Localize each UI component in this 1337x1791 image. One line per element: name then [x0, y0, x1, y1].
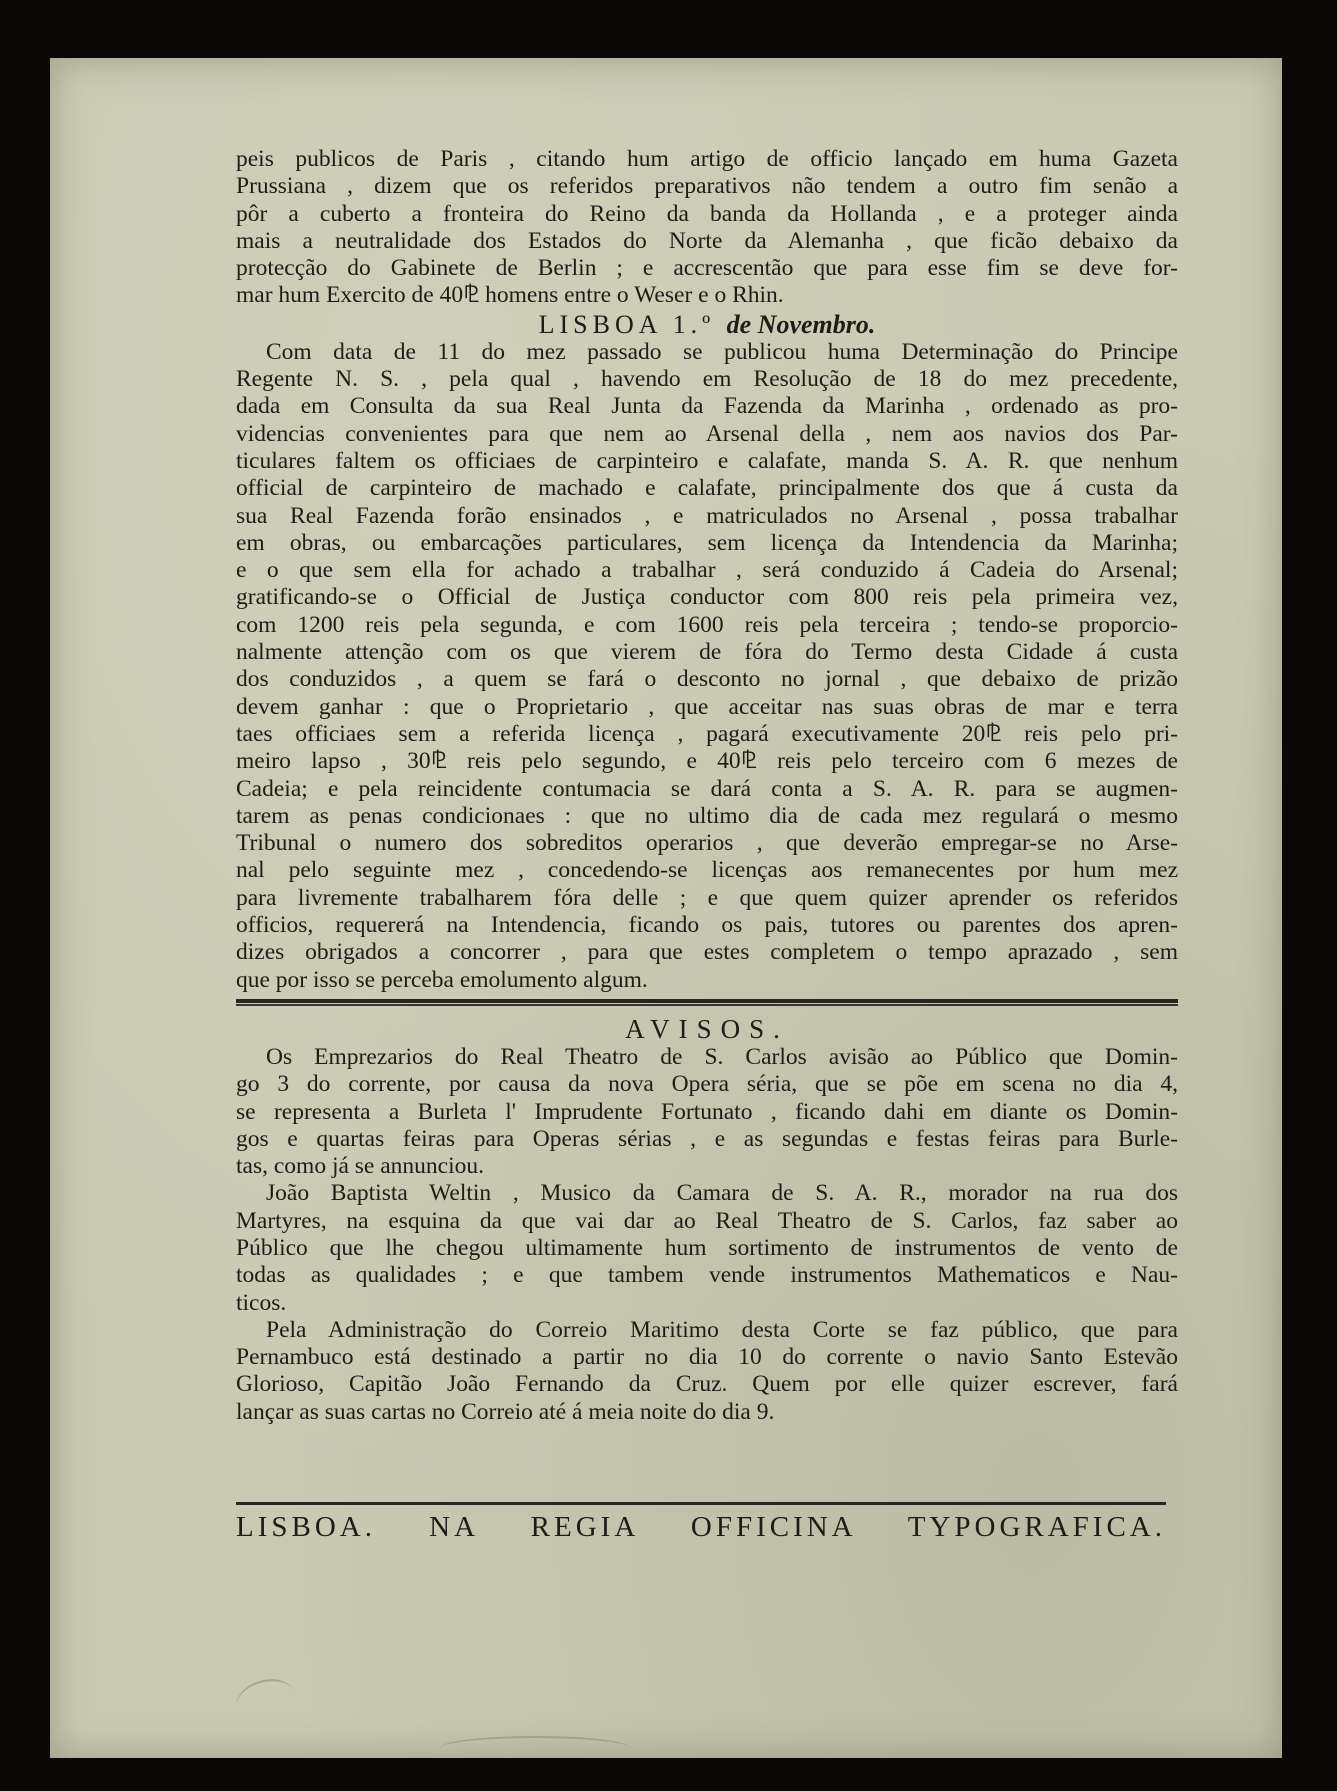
text-line: se representa a Burleta l' Imprudente Fortunato , ficando dahi em diante os Domin- [236, 1098, 1178, 1125]
text-line: tas, como já se annunciou. [236, 1153, 484, 1180]
imprint: LISBOA. NA REGIA OFFICINA TYPOGRAFICA. [236, 1511, 1166, 1543]
text-line: dada em Consulta da sua Real Junta da Fazenda da Marinha , ordenado as pro- [236, 393, 1178, 420]
text-line: Pernambuco está destinado a partir no dia 10 do corrente o navio Santo Estevão [236, 1344, 1178, 1371]
text-line: sua Real Fazenda forão ensinados , e matriculados no Arsenal , possa trabalhar [236, 502, 1178, 529]
text-line: Glorioso, Capitão João Fernando da Cruz. Quem por elle quizer escrever, fará [236, 1371, 1178, 1398]
text-line: gratificando-se o Official de Justiça conductor com 800 reis pela primeira vez, [236, 584, 1178, 611]
text-line: peis publicos de Paris , citando hum artigo de officio lançado em huma Gazeta [236, 146, 1178, 172]
text-line: protecção do Gabinete de Berlin ; e accrescentão que para esse fim se deve for- [236, 255, 1178, 282]
dateline-place: LISBOA 1.º [538, 309, 716, 339]
text-line: Cadeia; e pela reincidente contumacia se dará conta a S. A. R. para se augmen- [236, 775, 1178, 802]
text-line: official de carpinteiro de machado e calafate, principalmente dos que á custa da [236, 475, 1178, 502]
text-line: que por isso se perceba emolumento algum. [236, 966, 648, 993]
text-line: taes officiaes sem a referida licença , pagará executivamente 20⅊ reis pelo pri- [236, 720, 1178, 747]
text-line: Público que lhe chegou ultimamente hum sortimento de instrumentos de vento de [236, 1234, 1178, 1261]
text-line: Pela Administração do Correio Maritimo desta Corte se faz público, que para [266, 1316, 1178, 1343]
text-line: ticos. [236, 1289, 287, 1316]
text-line: nalmente attenção com os que vierem de fóra do Termo desta Cidade á custa [236, 639, 1178, 666]
text-line: todas as qualidades ; e que tambem vende instrumentos Mathematicos e Nau- [236, 1262, 1178, 1289]
text-line: e o que sem ella for achado a trabalhar , será conduzido á Cadeia do Arsenal; [236, 557, 1178, 584]
text-line: nal pelo seguinte mez , concedendo-se licenças aos remanecentes por hum mez [236, 857, 1178, 884]
text-line: dos conduzidos , a quem se fará o desconto no jornal , que debaixo de prizão [236, 666, 1178, 693]
text-line: dizes obrigados a concorrer , para que estes completem o tempo aprazado , sem [236, 939, 1178, 966]
paper-stain [440, 1736, 630, 1760]
article-top [236, 146, 1178, 1426]
text-line: lançar as suas cartas no Correio até á meia noite do dia 9. [236, 1398, 775, 1425]
section-divider [236, 999, 1178, 1003]
text-line: videncias convenientes para que nem ao Arsenal della , nem aos navios dos Par- [236, 420, 1178, 447]
text-line: devem ganhar : que o Proprietario , que acceitar nas suas obras de mar e terra [236, 693, 1178, 720]
text-line: gos e quartas feiras para Operas sérias , e as segundas e festas feiras para Burle- [236, 1125, 1178, 1152]
text-line: mais a neutralidade dos Estados do Norte da Alemanha , que ficão debaixo da [236, 227, 1178, 254]
text-line: tarem as penas condicionaes : que no ultimo dia de cada mez regulará o mesmo [236, 802, 1178, 829]
avisos-heading: AVISOS. [625, 1013, 789, 1044]
text-line: pôr a cuberto a fronteira do Reino da banda da Hollanda , e a proteger ainda [236, 200, 1178, 227]
text-line: com 1200 reis pela segunda, e com 1600 reis pela terceira ; tendo-se proporcio- [236, 611, 1178, 638]
section-divider-thin [236, 1004, 1178, 1006]
dateline-date: de Novembro. [726, 309, 876, 339]
text-line: Com data de 11 do mez passado se publicou huma Determinação do Principe [266, 338, 1178, 365]
text-line: meiro lapso , 30⅊ reis pelo segundo, e 40⅊ reis pelo terceiro com 6 mezes de [236, 748, 1178, 775]
text-line: ticulares faltem os officiaes de carpinteiro e calafate, manda S. A. R. que nenhum [236, 447, 1178, 474]
text-line: em obras, ou embarcações particulares, sem licença da Intendencia da Marinha; [236, 529, 1178, 556]
text-line: Regente N. S. , pela qual , havendo em Resolução de 18 do mez precedente, [236, 366, 1178, 393]
text-line: mar hum Exercito de 40⅊ homens entre o Weser e o Rhin. [236, 282, 784, 309]
text-line: Martyres, na esquina da que vai dar ao Real Theatro de S. Carlos, faz saber ao [236, 1207, 1178, 1234]
text-line: Prussiana , dizem que os referidos preparativos não tendem a outro fim senão a [236, 173, 1178, 200]
dateline [236, 310, 1178, 339]
text-line: go 3 do corrente, por causa da nova Opera séria, que se põe em scena no dia 4, [236, 1071, 1178, 1098]
footer-divider [236, 1502, 1166, 1505]
text-line: João Baptista Weltin , Musico da Camara de S. A. R., morador na rua dos [266, 1180, 1178, 1207]
text-line: officios, requererá na Intendencia, ficando os pais, tutores ou parentes dos apren- [236, 912, 1178, 939]
text-line: Tribunal o numero dos sobreditos operarios , que deverão empregar-se no Arse- [236, 830, 1178, 857]
text-line: Os Emprezarios do Real Theatro de S. Carlos avisão ao Público que Domin- [266, 1043, 1178, 1070]
text-line: para livremente trabalharem fóra delle ; e que quem quizer aprender os referidos [236, 884, 1178, 911]
